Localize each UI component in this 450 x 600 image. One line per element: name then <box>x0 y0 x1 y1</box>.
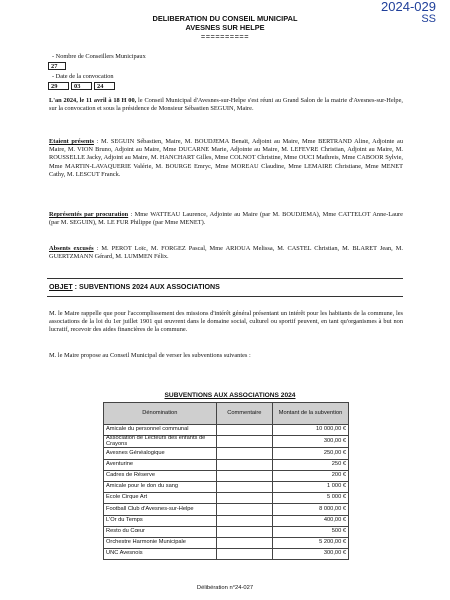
row-comment <box>216 448 272 459</box>
row-name: Aventurine <box>104 459 217 470</box>
convocation-label: - Date de la convocation <box>52 73 114 80</box>
table-row <box>104 459 349 470</box>
table-title: SUBVENTIONS AUX ASSOCIATIONS 2024 <box>164 392 296 399</box>
footer-deliberation-number: Délibération n°24-027 <box>196 585 254 591</box>
row-name: Amicale pour le don du sang <box>104 481 217 492</box>
row-name: Ecole Cirque Art <box>104 493 217 504</box>
table-row <box>104 470 349 481</box>
intro-date: L'an 2024, le 11 avril à 18 H 00, <box>49 97 137 104</box>
row-amount: 500 € <box>273 526 349 537</box>
procuration-paragraph <box>49 211 403 227</box>
row-amount: 400,00 € <box>273 515 349 526</box>
separator-bottom <box>47 296 403 297</box>
row-comment <box>216 526 272 537</box>
separator-top <box>47 278 403 279</box>
row-name: Cadres de Réserve <box>104 470 217 481</box>
row-amount: 300,00 € <box>273 436 349 448</box>
title-separator: ========== <box>200 32 250 41</box>
row-amount: 250,00 € <box>273 448 349 459</box>
row-amount: 1 000 € <box>273 481 349 492</box>
table-row <box>104 425 349 436</box>
row-name: L'Or du Temps <box>104 515 217 526</box>
row-comment <box>216 515 272 526</box>
table-row <box>104 526 349 537</box>
councillors-count-box: 27 <box>48 62 66 70</box>
absents-label: Absents excusés <box>49 245 94 252</box>
table-row <box>104 448 349 459</box>
table-row <box>104 436 349 448</box>
document-title <box>0 14 450 41</box>
header-montant: Montant de la subvention <box>273 403 349 425</box>
row-comment <box>216 459 272 470</box>
row-comment <box>216 481 272 492</box>
row-amount: 5 000 € <box>273 493 349 504</box>
row-name: UNC Avesnois <box>104 549 217 560</box>
table-row <box>104 515 349 526</box>
title-line-1: DELIBERATION DU CONSEIL MUNICIPAL <box>152 14 298 23</box>
absents-paragraph <box>49 245 403 261</box>
row-comment <box>216 493 272 504</box>
row-comment <box>216 425 272 436</box>
row-comment <box>216 537 272 548</box>
row-amount: 200 € <box>273 470 349 481</box>
row-name: Association de Lecteurs des enfants de Crayons <box>104 436 217 448</box>
table-row <box>104 504 349 515</box>
reference-number: 2024-029 <box>381 0 436 14</box>
row-amount: 300,00 € <box>273 549 349 560</box>
table-header-row <box>104 403 349 425</box>
row-name: Resto du Cœur <box>104 526 217 537</box>
convocation-day-box: 29 <box>48 82 69 90</box>
procuration-text: : Mme WATTEAU Laurence, Adjointe au Maire (par M. BOUDJEMA), Mme CATTELOT Anne-Laure (par M. SEGUIN), M. LE FUR Philippe (par Mme MENET). <box>49 211 403 227</box>
row-amount: 250 € <box>273 459 349 470</box>
presents-text: : M. SEGUIN Sébastien, Maire, M. BOUDJEMA Benaït, Adjoint au Maire, Mme BERTRAND Aline, Adjointe au Maire, M. VION Bruno, Adjoint au Maire, Mme DUCARNE Marie, Adjointe au Maire, M. LEFEVRE Christian, Adjoint au Maire, M. ROUSSELLE Jacky, Adjoint au Maire, M. HANCHART Gilles, Mme COLNOT Christine, Mme OUCI Mathreis, Mme CABOOR Sylvie, Mme MARTIN-LAVAQUERIE Valérie, M. BOURGE Emryc, Mme MOREAU Claudine, Mme LEMAIRE Christiane, Mme MENET Cathy, M. LESCUT Franck. <box>49 138 404 178</box>
presents-paragraph <box>49 138 403 179</box>
reference-signature: SS <box>421 13 436 25</box>
procuration-label: Représentés par procuration <box>49 211 129 218</box>
header-denomination: Dénomination <box>104 403 217 425</box>
intro-paragraph <box>49 97 403 113</box>
councillors-label: - Nombre de Conseillers Municipaux <box>52 53 146 60</box>
title-line-2: AVESNES SUR HELPE <box>185 23 265 32</box>
table-row <box>104 537 349 548</box>
row-comment <box>216 436 272 448</box>
objet-heading <box>49 283 220 291</box>
intro-text: le Conseil Municipal d'Avesnes-sur-Helpe s'est réuni au Grand Salon de la mairie d'Avesnes-sur-Helpe, sur la convocation et sous la présidence de Monsieur Sébastien SEGUIN, Maire. <box>49 97 403 113</box>
header-commentaire: Commentaire <box>216 403 272 425</box>
table-row <box>104 549 349 560</box>
body-paragraph-1: M. le Maire rappelle que pour l'accomplissement des missions d'intérêt général présentant un intérêt pour les habitants de la commune, les associations de la loi du 1er juillet 1901 qui œuvrent dans le domaine social, culturel ou sportif peuvent, en tant qu'organismes à but non lucratif, recevoir des aides financières de la commune. <box>49 310 403 334</box>
presents-label: Etaient présents <box>49 138 94 145</box>
row-name: Football Club d'Avesnes-sur-Helpe <box>104 504 217 515</box>
objet-label: OBJET <box>49 283 73 291</box>
row-comment <box>216 470 272 481</box>
row-name: Amicale du personnel communal <box>104 425 217 436</box>
body-paragraph-2: M. le Maire propose au Conseil Municipal de verser les subventions suivantes : <box>49 352 251 359</box>
table-row <box>104 481 349 492</box>
subventions-table <box>103 402 349 560</box>
absents-text: : M. PEROT Loïc, M. FORGEZ Pascal, Mme ARIOUA Melissa, M. CASTEL Christian, M. BLARET Jean, M. GUERTZMANN Gérard, M. LUMMEN Félix. <box>49 245 403 261</box>
row-name: Orchestre Harmonie Municipale <box>104 537 217 548</box>
objet-text: : SUBVENTIONS 2024 AUX ASSOCIATIONS <box>72 283 220 291</box>
convocation-year-box: 24 <box>94 82 115 90</box>
row-comment <box>216 504 272 515</box>
row-amount: 10 000,00 € <box>273 425 349 436</box>
row-comment <box>216 549 272 560</box>
table-row <box>104 493 349 504</box>
row-amount: 5 200,00 € <box>273 537 349 548</box>
row-name: Avesnes Généalogique <box>104 448 217 459</box>
convocation-month-box: 03 <box>71 82 92 90</box>
row-amount: 8 000,00 € <box>273 504 349 515</box>
